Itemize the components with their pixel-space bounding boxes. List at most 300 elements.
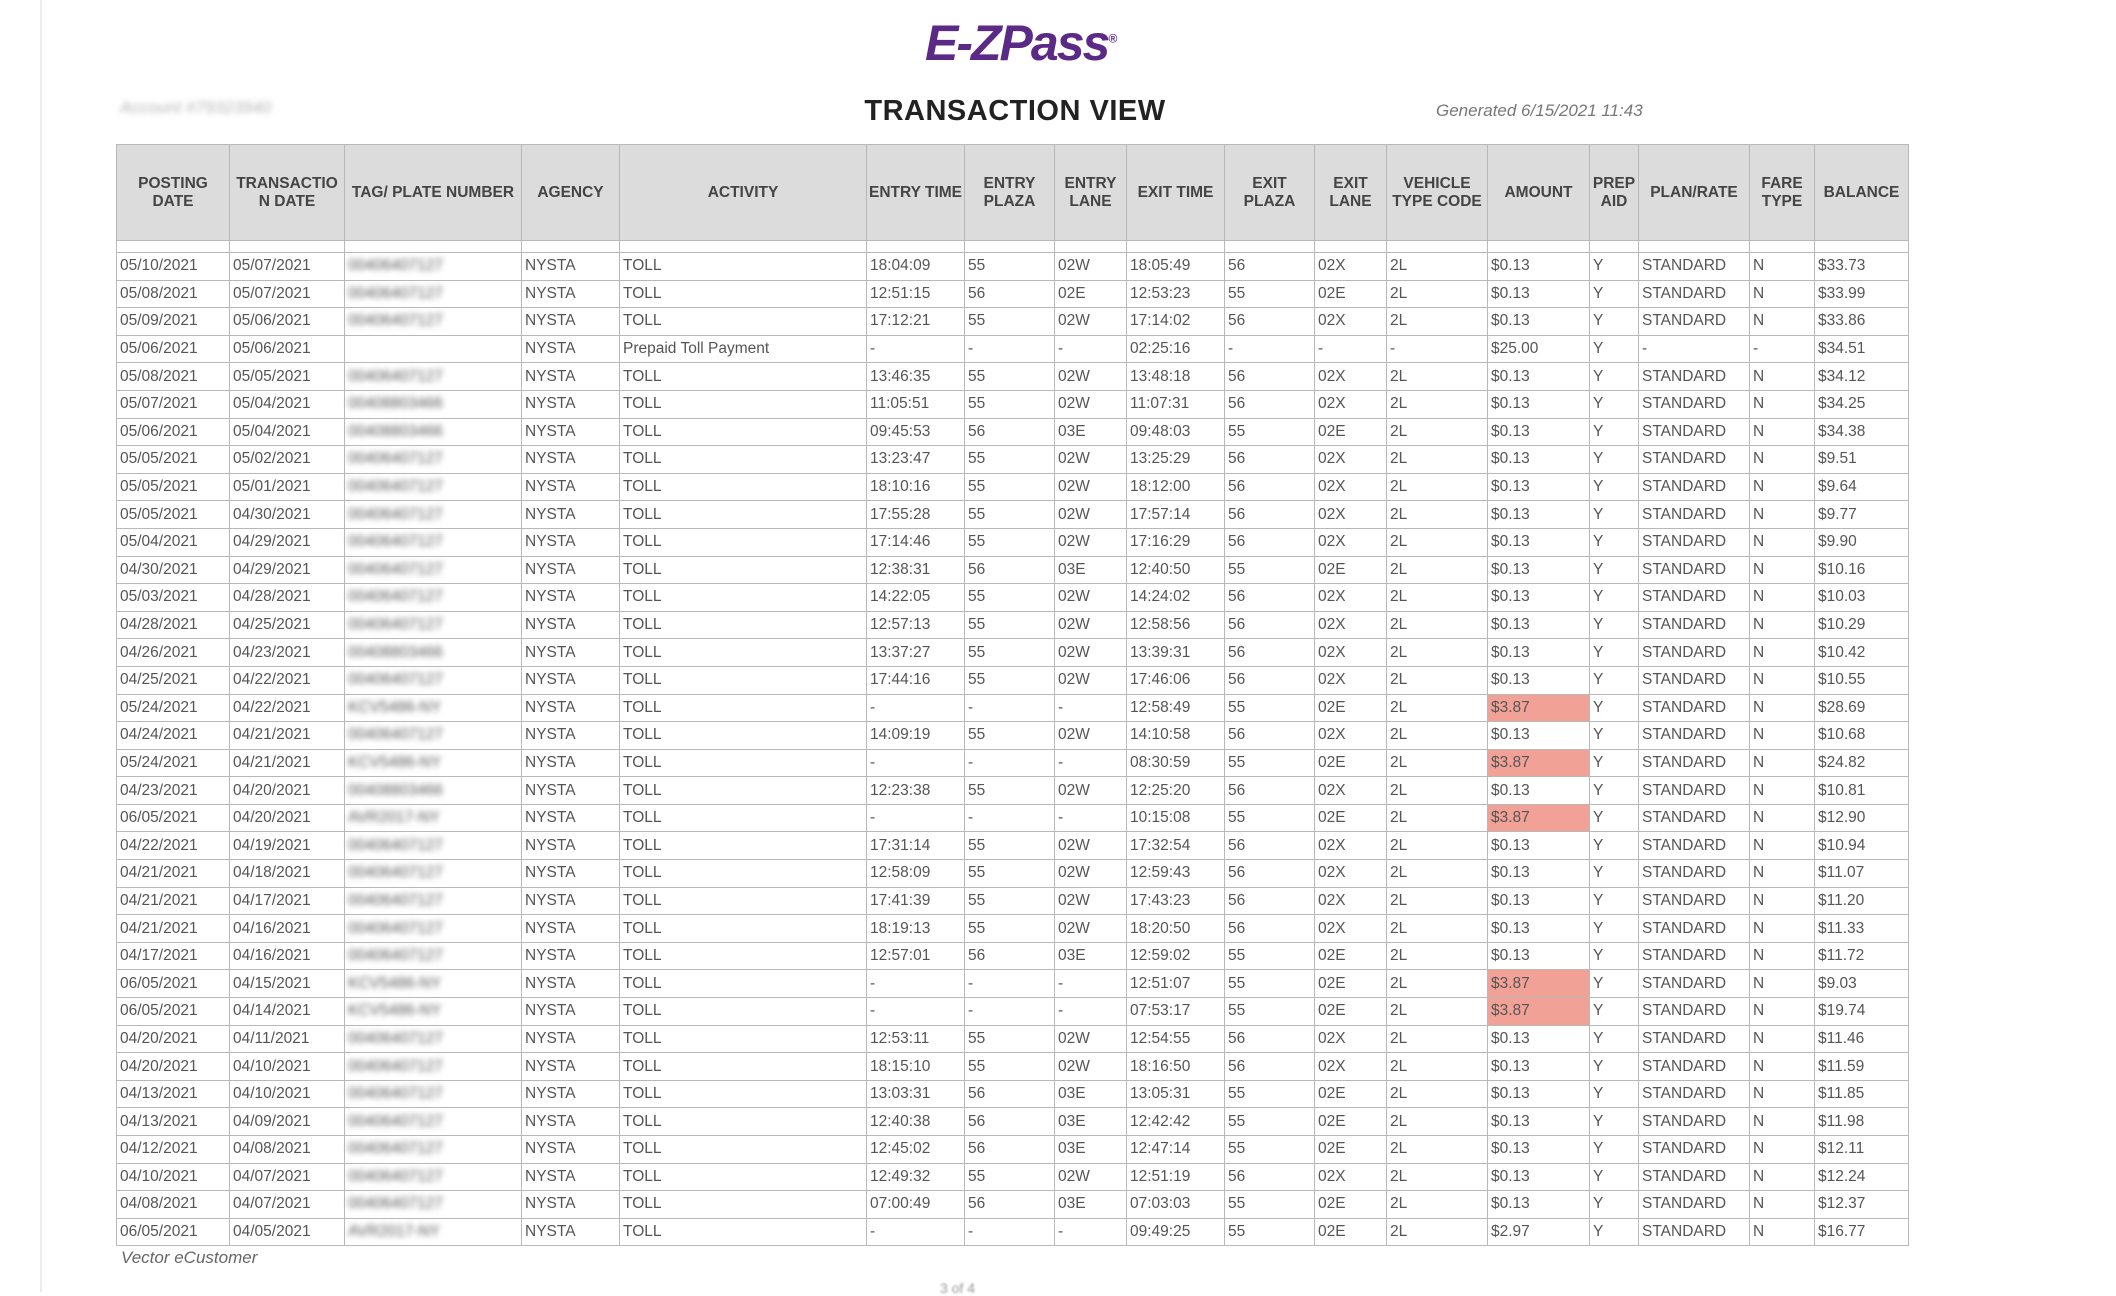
table-cell: 04/08/2021 bbox=[117, 1191, 230, 1219]
table-cell: $3.87 bbox=[1488, 970, 1590, 998]
table-row bbox=[117, 1136, 1909, 1164]
table-cell: 56 bbox=[1225, 501, 1315, 529]
table-cell: - bbox=[867, 804, 965, 832]
table-cell: $3.87 bbox=[1488, 998, 1590, 1026]
table-cell: 04/10/2021 bbox=[230, 1053, 345, 1081]
table-cell bbox=[345, 335, 522, 363]
table-cell: 2L bbox=[1387, 611, 1488, 639]
table-cell: 02X bbox=[1315, 777, 1387, 805]
table-cell: STANDARD bbox=[1639, 970, 1750, 998]
table-cell: - bbox=[1055, 998, 1127, 1026]
table-cell: NYSTA bbox=[522, 915, 620, 943]
table-cell: 12:42:42 bbox=[1127, 1108, 1225, 1136]
table-cell: 2L bbox=[1387, 390, 1488, 418]
table-cell: TOLL bbox=[620, 694, 867, 722]
table-cell: 02X bbox=[1315, 308, 1387, 336]
table-cell: $12.24 bbox=[1815, 1163, 1909, 1191]
table-cell: N bbox=[1750, 280, 1815, 308]
table-cell: TOLL bbox=[620, 998, 867, 1026]
table-cell: NYSTA bbox=[522, 777, 620, 805]
table-row bbox=[117, 1163, 1909, 1191]
table-cell: $19.74 bbox=[1815, 998, 1909, 1026]
ezpass-logo: E-ZPass® bbox=[925, 15, 1118, 71]
table-cell: 02E bbox=[1315, 1080, 1387, 1108]
table-cell: 13:23:47 bbox=[867, 446, 965, 474]
column-header: POSTING DATE bbox=[117, 145, 230, 241]
table-cell: 05/08/2021 bbox=[117, 363, 230, 391]
table-cell: 18:05:49 bbox=[1127, 253, 1225, 281]
table-cell: 04/05/2021 bbox=[230, 1218, 345, 1246]
table-cell: 06/05/2021 bbox=[117, 1218, 230, 1246]
table-cell: STANDARD bbox=[1639, 887, 1750, 915]
table-cell: NYSTA bbox=[522, 611, 620, 639]
table-cell: 05/06/2021 bbox=[117, 335, 230, 363]
table-cell: 14:22:05 bbox=[867, 584, 965, 612]
table-cell: - bbox=[1055, 804, 1127, 832]
table-cell: 56 bbox=[1225, 1025, 1315, 1053]
table-cell: 12:53:23 bbox=[1127, 280, 1225, 308]
table-cell: 05/08/2021 bbox=[117, 280, 230, 308]
table-row bbox=[117, 473, 1909, 501]
table-cell: N bbox=[1750, 998, 1815, 1026]
table-cell: 06/05/2021 bbox=[117, 804, 230, 832]
table-cell: 02W bbox=[1055, 611, 1127, 639]
table-cell: STANDARD bbox=[1639, 280, 1750, 308]
table-cell: 00406407127 bbox=[345, 1163, 522, 1191]
table-cell: 55 bbox=[965, 528, 1055, 556]
table-cell: STANDARD bbox=[1639, 473, 1750, 501]
table-cell: STANDARD bbox=[1639, 1163, 1750, 1191]
table-cell: 00406407127 bbox=[345, 722, 522, 750]
spacer-cell bbox=[620, 241, 867, 253]
table-cell: 00406407127 bbox=[345, 253, 522, 281]
table-cell: N bbox=[1750, 308, 1815, 336]
table-cell: 2L bbox=[1387, 418, 1488, 446]
table-cell: Y bbox=[1590, 666, 1639, 694]
table-row bbox=[117, 308, 1909, 336]
column-header: AGENCY bbox=[522, 145, 620, 241]
table-cell: KCV5486-NY bbox=[345, 970, 522, 998]
table-cell: STANDARD bbox=[1639, 556, 1750, 584]
table-cell: TOLL bbox=[620, 1136, 867, 1164]
table-cell: Y bbox=[1590, 694, 1639, 722]
page-title: TRANSACTION VIEW bbox=[864, 95, 1166, 127]
table-row bbox=[117, 666, 1909, 694]
table-cell: STANDARD bbox=[1639, 528, 1750, 556]
table-cell: 17:31:14 bbox=[867, 832, 965, 860]
table-cell: NYSTA bbox=[522, 1080, 620, 1108]
table-cell: N bbox=[1750, 1136, 1815, 1164]
table-cell: 02X bbox=[1315, 860, 1387, 888]
table-cell: 05/04/2021 bbox=[117, 528, 230, 556]
table-cell: - bbox=[1055, 335, 1127, 363]
spacer-cell bbox=[345, 241, 522, 253]
table-cell: 02W bbox=[1055, 1025, 1127, 1053]
table-cell: Prepaid Toll Payment bbox=[620, 335, 867, 363]
table-cell: $11.59 bbox=[1815, 1053, 1909, 1081]
table-cell: 17:14:46 bbox=[867, 528, 965, 556]
table-cell: Y bbox=[1590, 804, 1639, 832]
table-cell: 02X bbox=[1315, 639, 1387, 667]
spacer-cell bbox=[1127, 241, 1225, 253]
table-cell: 55 bbox=[1225, 1218, 1315, 1246]
table-cell: 12:51:19 bbox=[1127, 1163, 1225, 1191]
table-cell: 2L bbox=[1387, 666, 1488, 694]
table-cell: Y bbox=[1590, 501, 1639, 529]
table-cell: - bbox=[965, 694, 1055, 722]
table-cell: 56 bbox=[965, 1080, 1055, 1108]
table-cell: $10.29 bbox=[1815, 611, 1909, 639]
table-cell: STANDARD bbox=[1639, 777, 1750, 805]
table-cell: 2L bbox=[1387, 777, 1488, 805]
table-cell: STANDARD bbox=[1639, 722, 1750, 750]
table-cell: NYSTA bbox=[522, 860, 620, 888]
table-row bbox=[117, 1218, 1909, 1246]
table-cell: 04/25/2021 bbox=[230, 611, 345, 639]
table-cell: 05/07/2021 bbox=[230, 253, 345, 281]
table-cell: 55 bbox=[965, 666, 1055, 694]
table-cell: TOLL bbox=[620, 860, 867, 888]
table-cell: 02X bbox=[1315, 832, 1387, 860]
table-cell: $0.13 bbox=[1488, 832, 1590, 860]
table-cell: $0.13 bbox=[1488, 1163, 1590, 1191]
table-cell: NYSTA bbox=[522, 418, 620, 446]
table-cell: 04/21/2021 bbox=[117, 915, 230, 943]
table-cell: 02W bbox=[1055, 666, 1127, 694]
table-cell: 04/10/2021 bbox=[117, 1163, 230, 1191]
table-cell: 02E bbox=[1315, 418, 1387, 446]
column-header: ENTRY TIME bbox=[867, 145, 965, 241]
table-cell: 05/05/2021 bbox=[117, 446, 230, 474]
table-cell: 03E bbox=[1055, 1191, 1127, 1219]
table-cell: 00406407127 bbox=[345, 1108, 522, 1136]
table-cell: 12:38:31 bbox=[867, 556, 965, 584]
table-cell: N bbox=[1750, 777, 1815, 805]
table-cell: 04/22/2021 bbox=[117, 832, 230, 860]
table-cell: 05/04/2021 bbox=[230, 390, 345, 418]
table-cell: 04/17/2021 bbox=[117, 942, 230, 970]
table-cell: 2L bbox=[1387, 832, 1488, 860]
table-cell: 12:40:50 bbox=[1127, 556, 1225, 584]
table-cell: 2L bbox=[1387, 998, 1488, 1026]
table-cell: N bbox=[1750, 473, 1815, 501]
table-row bbox=[117, 584, 1909, 612]
table-cell: N bbox=[1750, 832, 1815, 860]
spacer-cell bbox=[230, 241, 345, 253]
table-cell: 02W bbox=[1055, 584, 1127, 612]
table-cell: N bbox=[1750, 1080, 1815, 1108]
table-cell: 55 bbox=[965, 473, 1055, 501]
table-cell: NYSTA bbox=[522, 1053, 620, 1081]
table-cell: $12.90 bbox=[1815, 804, 1909, 832]
table-cell: $0.13 bbox=[1488, 253, 1590, 281]
table-cell: - bbox=[867, 1218, 965, 1246]
table-cell: 02W bbox=[1055, 777, 1127, 805]
table-cell: TOLL bbox=[620, 1163, 867, 1191]
table-cell: Y bbox=[1590, 1025, 1639, 1053]
table-cell: 03E bbox=[1055, 556, 1127, 584]
table-cell: 00406407127 bbox=[345, 1191, 522, 1219]
table-cell: STANDARD bbox=[1639, 1080, 1750, 1108]
table-cell: $0.13 bbox=[1488, 280, 1590, 308]
table-cell: TOLL bbox=[620, 308, 867, 336]
table-cell: 13:46:35 bbox=[867, 363, 965, 391]
table-cell: N bbox=[1750, 915, 1815, 943]
table-cell: STANDARD bbox=[1639, 446, 1750, 474]
table-cell: 02W bbox=[1055, 1163, 1127, 1191]
table-cell: TOLL bbox=[620, 970, 867, 998]
table-cell: 18:19:13 bbox=[867, 915, 965, 943]
table-cell: 00406407127 bbox=[345, 1025, 522, 1053]
table-cell: 2L bbox=[1387, 860, 1488, 888]
table-cell: 03E bbox=[1055, 418, 1127, 446]
table-cell: - bbox=[1225, 335, 1315, 363]
table-cell: 02E bbox=[1315, 280, 1387, 308]
table-cell: 02W bbox=[1055, 832, 1127, 860]
table-cell: $34.25 bbox=[1815, 390, 1909, 418]
table-cell: 00406407127 bbox=[345, 501, 522, 529]
table-cell: 00406407127 bbox=[345, 1053, 522, 1081]
table-cell: 04/20/2021 bbox=[117, 1025, 230, 1053]
column-header: PLAN/RATE bbox=[1639, 145, 1750, 241]
table-cell: TOLL bbox=[620, 749, 867, 777]
spacer-cell bbox=[1315, 241, 1387, 253]
table-cell: $10.94 bbox=[1815, 832, 1909, 860]
table-cell: $11.98 bbox=[1815, 1108, 1909, 1136]
table-cell: 2L bbox=[1387, 584, 1488, 612]
table-cell: 02W bbox=[1055, 501, 1127, 529]
table-cell: TOLL bbox=[620, 611, 867, 639]
table-cell: Y bbox=[1590, 1080, 1639, 1108]
table-cell: $9.90 bbox=[1815, 528, 1909, 556]
table-cell: 06/05/2021 bbox=[117, 998, 230, 1026]
table-cell: Y bbox=[1590, 915, 1639, 943]
table-cell: $34.12 bbox=[1815, 363, 1909, 391]
table-cell: 55 bbox=[1225, 1136, 1315, 1164]
table-cell: 12:40:38 bbox=[867, 1108, 965, 1136]
table-cell: 03E bbox=[1055, 1108, 1127, 1136]
table-cell: NYSTA bbox=[522, 253, 620, 281]
table-cell: 02E bbox=[1315, 1108, 1387, 1136]
table-cell: - bbox=[965, 970, 1055, 998]
table-cell: Y bbox=[1590, 335, 1639, 363]
table-row bbox=[117, 418, 1909, 446]
table-cell: $34.38 bbox=[1815, 418, 1909, 446]
table-cell: $11.33 bbox=[1815, 915, 1909, 943]
table-cell: STANDARD bbox=[1639, 666, 1750, 694]
spacer-cell bbox=[1225, 241, 1315, 253]
table-cell: $0.13 bbox=[1488, 777, 1590, 805]
table-cell: 55 bbox=[1225, 942, 1315, 970]
table-cell: N bbox=[1750, 528, 1815, 556]
table-cell: NYSTA bbox=[522, 1136, 620, 1164]
table-row bbox=[117, 804, 1909, 832]
table-cell: N bbox=[1750, 860, 1815, 888]
table-cell: 04/21/2021 bbox=[117, 860, 230, 888]
table-cell: 2L bbox=[1387, 528, 1488, 556]
table-cell: 18:16:50 bbox=[1127, 1053, 1225, 1081]
table-cell: Y bbox=[1590, 363, 1639, 391]
table-cell: N bbox=[1750, 390, 1815, 418]
table-cell: NYSTA bbox=[522, 1025, 620, 1053]
table-cell: 04/29/2021 bbox=[230, 528, 345, 556]
table-cell: NYSTA bbox=[522, 556, 620, 584]
table-cell: 06/05/2021 bbox=[117, 970, 230, 998]
table-cell: 17:12:21 bbox=[867, 308, 965, 336]
table-cell: 02X bbox=[1315, 363, 1387, 391]
table-cell: $10.68 bbox=[1815, 722, 1909, 750]
table-cell: N bbox=[1750, 722, 1815, 750]
table-cell: 2L bbox=[1387, 1191, 1488, 1219]
table-cell: TOLL bbox=[620, 639, 867, 667]
table-row bbox=[117, 749, 1909, 777]
table-cell: 04/28/2021 bbox=[117, 611, 230, 639]
generated-timestamp: Generated 6/15/2021 11:43 bbox=[1436, 101, 1643, 120]
table-row bbox=[117, 611, 1909, 639]
table-cell: 07:00:49 bbox=[867, 1191, 965, 1219]
table-cell: N bbox=[1750, 639, 1815, 667]
table-cell: 04/08/2021 bbox=[230, 1136, 345, 1164]
table-cell: STANDARD bbox=[1639, 639, 1750, 667]
table-cell: $9.64 bbox=[1815, 473, 1909, 501]
table-cell: 05/06/2021 bbox=[230, 335, 345, 363]
spacer-cell bbox=[1639, 241, 1750, 253]
table-cell: 03E bbox=[1055, 1136, 1127, 1164]
table-cell: AVR2017-NY bbox=[345, 804, 522, 832]
table-cell: 05/10/2021 bbox=[117, 253, 230, 281]
table-cell: Y bbox=[1590, 970, 1639, 998]
table-cell: 00408803466 bbox=[345, 418, 522, 446]
table-cell: 56 bbox=[1225, 584, 1315, 612]
table-cell: - bbox=[1315, 335, 1387, 363]
table-cell: $0.13 bbox=[1488, 639, 1590, 667]
table-cell: 04/21/2021 bbox=[230, 749, 345, 777]
table-cell: 02X bbox=[1315, 887, 1387, 915]
column-header: EXIT TIME bbox=[1127, 145, 1225, 241]
table-cell: $0.13 bbox=[1488, 446, 1590, 474]
table-cell: $33.86 bbox=[1815, 308, 1909, 336]
table-cell: $0.13 bbox=[1488, 722, 1590, 750]
table-cell: - bbox=[965, 998, 1055, 1026]
table-cell: 55 bbox=[1225, 1191, 1315, 1219]
table-cell: 55 bbox=[965, 501, 1055, 529]
table-cell: 55 bbox=[1225, 280, 1315, 308]
table-cell: $0.13 bbox=[1488, 528, 1590, 556]
table-cell: - bbox=[867, 694, 965, 722]
table-cell: Y bbox=[1590, 556, 1639, 584]
table-row bbox=[117, 363, 1909, 391]
table-cell: NYSTA bbox=[522, 639, 620, 667]
table-cell: $0.13 bbox=[1488, 1053, 1590, 1081]
table-cell: Y bbox=[1590, 446, 1639, 474]
table-cell: TOLL bbox=[620, 1108, 867, 1136]
table-cell: 09:45:53 bbox=[867, 418, 965, 446]
table-cell: NYSTA bbox=[522, 501, 620, 529]
table-cell: 18:12:00 bbox=[1127, 473, 1225, 501]
table-row bbox=[117, 556, 1909, 584]
table-cell: 17:44:16 bbox=[867, 666, 965, 694]
table-cell: TOLL bbox=[620, 722, 867, 750]
table-cell: 12:51:15 bbox=[867, 280, 965, 308]
table-cell: STANDARD bbox=[1639, 860, 1750, 888]
table-cell: Y bbox=[1590, 280, 1639, 308]
table-cell: 02W bbox=[1055, 528, 1127, 556]
table-cell: 04/30/2021 bbox=[117, 556, 230, 584]
table-cell: 02W bbox=[1055, 722, 1127, 750]
table-cell: TOLL bbox=[620, 528, 867, 556]
table-cell: Y bbox=[1590, 639, 1639, 667]
table-cell: 00406407127 bbox=[345, 308, 522, 336]
table-cell: 2L bbox=[1387, 446, 1488, 474]
table-cell: 02X bbox=[1315, 253, 1387, 281]
table-cell: 12:25:20 bbox=[1127, 777, 1225, 805]
table-cell: TOLL bbox=[620, 363, 867, 391]
table-cell: 13:25:29 bbox=[1127, 446, 1225, 474]
table-cell: $0.13 bbox=[1488, 501, 1590, 529]
table-cell: $28.69 bbox=[1815, 694, 1909, 722]
table-cell: 2L bbox=[1387, 749, 1488, 777]
table-cell: 55 bbox=[1225, 804, 1315, 832]
table-cell: Y bbox=[1590, 253, 1639, 281]
spacer-cell bbox=[1488, 241, 1590, 253]
table-cell: STANDARD bbox=[1639, 584, 1750, 612]
table-cell: TOLL bbox=[620, 501, 867, 529]
table-row bbox=[117, 1053, 1909, 1081]
spacer-cell bbox=[1590, 241, 1639, 253]
table-cell: - bbox=[867, 970, 965, 998]
table-cell: 02X bbox=[1315, 501, 1387, 529]
table-cell: 04/23/2021 bbox=[117, 777, 230, 805]
table-cell: 2L bbox=[1387, 694, 1488, 722]
table-row bbox=[117, 860, 1909, 888]
table-cell: 05/06/2021 bbox=[230, 308, 345, 336]
table-cell: TOLL bbox=[620, 1053, 867, 1081]
table-cell: NYSTA bbox=[522, 528, 620, 556]
table-cell: 55 bbox=[965, 722, 1055, 750]
table-cell: STANDARD bbox=[1639, 1136, 1750, 1164]
table-cell: NYSTA bbox=[522, 832, 620, 860]
table-cell: 00408803466 bbox=[345, 777, 522, 805]
table-cell: 02W bbox=[1055, 308, 1127, 336]
table-cell: $0.13 bbox=[1488, 473, 1590, 501]
table-cell: 2L bbox=[1387, 915, 1488, 943]
table-cell: 05/03/2021 bbox=[117, 584, 230, 612]
table-cell: 02X bbox=[1315, 611, 1387, 639]
table-cell: STANDARD bbox=[1639, 363, 1750, 391]
table-cell: 04/07/2021 bbox=[230, 1191, 345, 1219]
table-cell: $0.13 bbox=[1488, 1136, 1590, 1164]
page-number: 3 of 4 bbox=[940, 1280, 976, 1296]
column-header: ENTRY PLAZA bbox=[965, 145, 1055, 241]
table-cell: - bbox=[1639, 335, 1750, 363]
table-cell: N bbox=[1750, 942, 1815, 970]
spacer-cell bbox=[965, 241, 1055, 253]
table-cell: N bbox=[1750, 584, 1815, 612]
table-cell: $0.13 bbox=[1488, 418, 1590, 446]
table-cell: 56 bbox=[965, 942, 1055, 970]
table-cell: $24.82 bbox=[1815, 749, 1909, 777]
table-cell: 2L bbox=[1387, 722, 1488, 750]
table-cell: $0.13 bbox=[1488, 666, 1590, 694]
table-cell: STANDARD bbox=[1639, 804, 1750, 832]
table-cell: - bbox=[1055, 970, 1127, 998]
table-cell: N bbox=[1750, 970, 1815, 998]
table-cell: 17:55:28 bbox=[867, 501, 965, 529]
table-cell: 56 bbox=[1225, 611, 1315, 639]
table-cell: 55 bbox=[1225, 418, 1315, 446]
table-cell: 02E bbox=[1315, 942, 1387, 970]
table-cell: 05/02/2021 bbox=[230, 446, 345, 474]
